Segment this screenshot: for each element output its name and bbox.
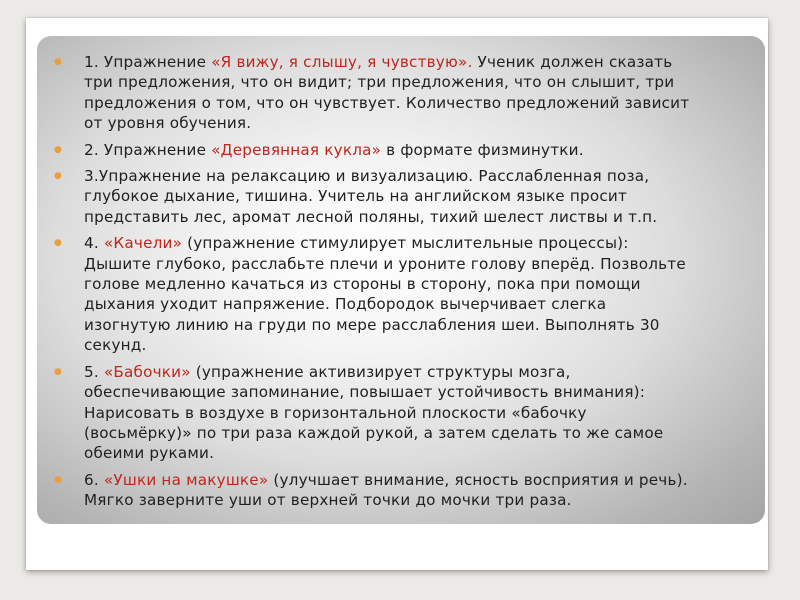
text-segment: 3.Упражнение на релаксацию и визуализацию. Расслабленная поза, xyxy=(84,167,650,186)
text-segment: дыхания уходит напряжение. Подбородок вычерчивает слегка xyxy=(84,295,607,314)
text-segment: 4. xyxy=(84,234,104,253)
text-segment: 6. xyxy=(84,470,104,489)
text-segment: (упражнение активизирует структуры мозга, xyxy=(190,362,571,381)
list-item-text xyxy=(84,362,768,464)
text-segment: в формате физминутки. xyxy=(381,140,584,159)
text-segment: Нарисовать в воздухе в горизонтальной плоскости «бабочку xyxy=(84,403,587,422)
text-segment: глубокое дыхание, тишина. Учитель на английском языке просит xyxy=(84,187,628,206)
bullet-icon: ● xyxy=(54,171,63,182)
text-segment: голове медленно качаться из стороны в сторону, пока при помощи xyxy=(84,275,641,294)
text-line xyxy=(84,294,768,314)
list-item xyxy=(52,362,768,464)
highlighted-title: «Бабочки» xyxy=(103,362,191,381)
list-item xyxy=(52,470,768,511)
bullet-icon: ● xyxy=(54,366,63,377)
text-segment: представить лес, аромат лесной поляны, тихий шелест листвы и т.п. xyxy=(84,207,658,226)
text-line xyxy=(84,403,768,423)
bullet-icon: ● xyxy=(54,57,63,67)
text-segment: (улучшает внимание, ясность восприятия и речь). xyxy=(268,470,688,489)
text-segment: обеспечивающие запоминание, повышает устойчивость внимания): xyxy=(84,383,646,402)
list-item xyxy=(52,52,768,134)
text-line xyxy=(84,186,768,206)
text-segment: предложения о том, что он чувствует. Количество предложений зависит xyxy=(84,93,690,112)
highlighted-title: «Я вижу, я слышу, я чувствую». xyxy=(211,53,473,71)
highlighted-title: «Качели» xyxy=(103,234,183,253)
text-segment: Ученик должен сказать xyxy=(472,53,673,71)
text-line xyxy=(84,315,768,335)
list-item xyxy=(52,166,768,227)
list-item xyxy=(52,233,768,355)
exercise-list xyxy=(52,52,768,517)
text-segment: Дышите глубоко, расслабьте плечи и уроните голову вперёд. Позвольте xyxy=(84,254,686,273)
text-segment: 1. Упражнение xyxy=(84,53,212,71)
list-item-text xyxy=(84,233,768,355)
text-segment: секунд. xyxy=(84,336,147,355)
text-line xyxy=(84,166,768,186)
text-line xyxy=(84,382,768,402)
text-segment: от уровня обучения. xyxy=(84,114,252,133)
list-item-text xyxy=(84,140,768,160)
highlighted-title: «Деревянная кукла» xyxy=(211,140,382,159)
text-segment: (упражнение стимулирует мыслительные процессы): xyxy=(182,234,629,253)
text-line xyxy=(84,72,768,92)
text-segment: три предложения, что он видит; три предложения, что он слышит, три xyxy=(84,73,675,92)
list-item-text xyxy=(84,470,768,511)
text-segment: обеими руками. xyxy=(84,444,215,463)
text-segment: 5. xyxy=(84,362,104,381)
list-item-text xyxy=(84,166,768,227)
text-line xyxy=(84,335,768,355)
text-line xyxy=(84,52,768,72)
list-item xyxy=(52,140,768,160)
text-line xyxy=(84,470,768,490)
highlighted-title: «Ушки на макушке» xyxy=(103,470,269,489)
text-segment: изогнутую линию на груди по мере расслабления шеи. Выполнять 30 xyxy=(84,315,660,334)
text-line xyxy=(84,233,768,253)
bullet-icon: ● xyxy=(54,144,63,155)
text-line xyxy=(84,93,768,113)
text-line xyxy=(84,423,768,443)
text-line xyxy=(84,362,768,382)
text-line xyxy=(84,207,768,227)
text-segment: Мягко заверните уши от верхней точки до мочки три раза. xyxy=(84,491,572,510)
text-segment: (восьмёрку)» по три раза каждой рукой, а затем сделать то же самое xyxy=(84,423,664,442)
list-item-text xyxy=(84,52,768,134)
bullet-icon: ● xyxy=(54,474,63,485)
bullet-icon: ● xyxy=(54,238,63,249)
text-line xyxy=(84,254,768,274)
text-line xyxy=(84,140,768,160)
text-line xyxy=(84,113,768,133)
text-segment: 2. Упражнение xyxy=(84,140,212,159)
text-line xyxy=(84,443,768,463)
text-line xyxy=(84,274,768,294)
text-line xyxy=(84,490,768,510)
